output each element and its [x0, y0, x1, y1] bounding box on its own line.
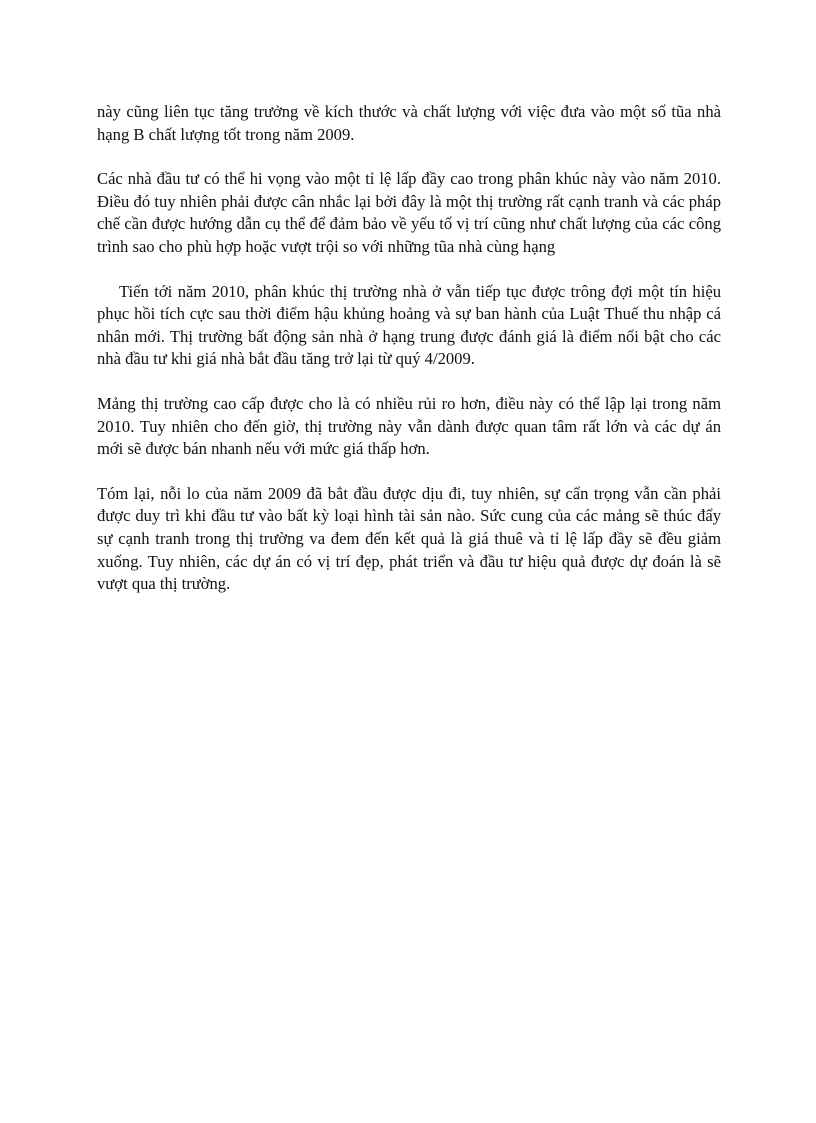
document-body: [97, 101, 721, 618]
paragraph-2: Các nhà đầu tư có thể hi vọng vào một tỉ lệ lấp đầy cao trong phân khúc này vào năm 2010. Điều đó tuy nhiên phải được cân nhắc lại bởi đây là một thị trường rất cạnh tranh và các pháp chế cần được hướng dẫn cụ thể để đảm bảo về yếu tố vị trí cũng như chất lượng của các công trình sao cho phù hợp hoặc vượt trội so với những tũa nhà cùng hạng: [97, 169, 721, 256]
paragraph-5: Tóm lại, nỗi lo của năm 2009 đã bắt đầu được dịu đi, tuy nhiên, sự cẩn trọng vẫn cần phải được duy trì khi đầu tư vào bất kỳ loại hình tài sản nào. Sức cung của các mảng sẽ thúc đẩy sự cạnh tranh trong thị trường va đem đến kết quả là giá thuê và tỉ lệ lấp đầy sẽ đều giảm xuống. Tuy nhiên, các dự án có vị trí đẹp, phát triển và đầu tư hiệu quả được dự đoán là sẽ vượt qua thị trường.: [97, 483, 721, 594]
paragraph-1: này cũng liên tục tăng trưởng về kích thước và chất lượng với việc đưa vào một số tũa nhà hạng B chất lượng tốt trong năm 2009.: [97, 102, 721, 144]
paragraph-4: Mảng thị trường cao cấp được cho là có nhiều rủi ro hơn, điều này có thể lập lại trong năm 2010. Tuy nhiên cho đến giờ, thị trường này vẫn dành được quan tâm rất lớn và các dự án mới sẽ được bán nhanh nếu với mức giá thấp hơn.: [97, 393, 721, 459]
paragraph-3: Tiến tới năm 2010, phân khúc thị trường nhà ở vẫn tiếp tục được trông đợi một tín hiệu phục hồi tích cực sau thời điểm hậu khủng hoảng và sự ban hành của Luật Thuế thu nhập cá nhân mới. Thị trường bất động sản nhà ở hạng trung được đánh giá là điểm nổi bật cho các nhà đầu tư khi giá nhà bắt đầu tăng trở lại từ quý 4/2009.: [97, 281, 721, 369]
